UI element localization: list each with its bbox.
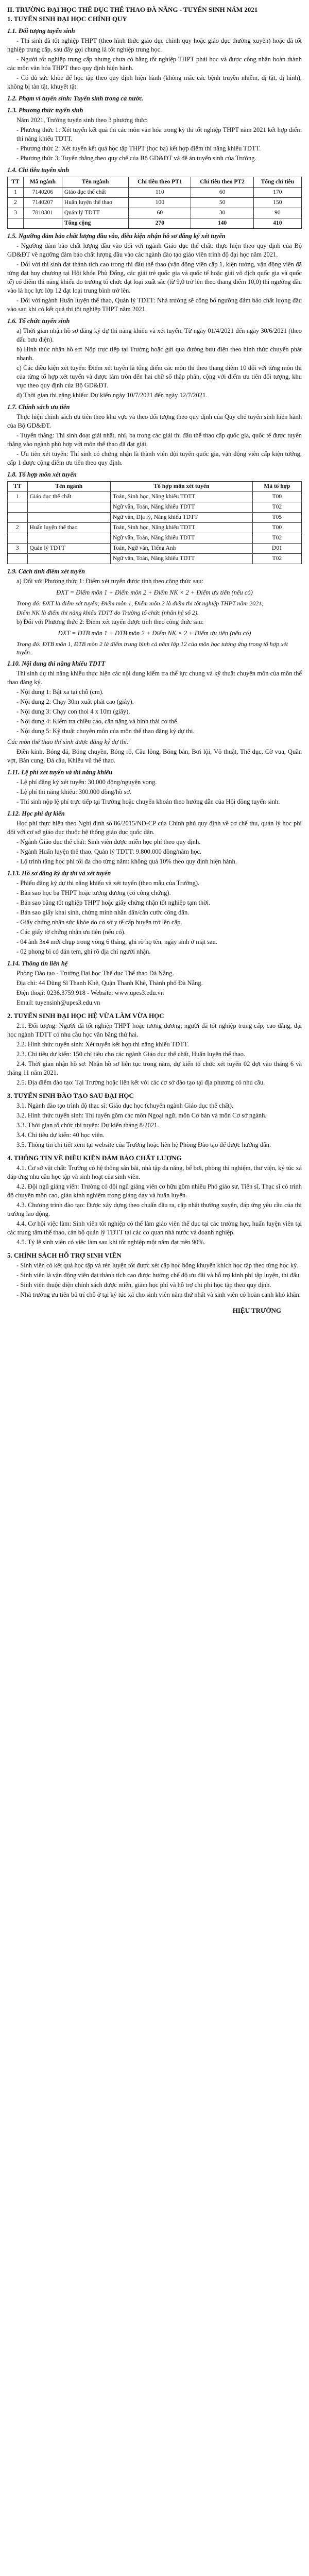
table-cell: Giáo dục thể chất: [27, 492, 110, 502]
table-cell: Ngữ văn, Toán, Năng khiếu TDTT: [111, 554, 253, 564]
quota-table: [7, 177, 302, 229]
list-item: - Sinh viên là vận động viên đạt thành tích cao được hưởng chế độ ưu đãi và hỗ trợ kinh phí tập luyện, thi đấu.: [16, 1272, 301, 1279]
table-cell: [8, 502, 28, 513]
table-cell: 7810301: [23, 208, 62, 218]
list-item: - Ngành Huấn luyện thể thao, Quản lý TDTT: 9.800.000 đồng/năm học.: [16, 848, 202, 855]
table-cell: [27, 554, 110, 564]
table-cell: [23, 218, 62, 229]
heading-quota: 1.4. Chỉ tiêu tuyển sinh: [7, 166, 70, 174]
table-cell: Toán, Sinh học, Năng khiếu TDTT: [111, 492, 253, 502]
main-title: II. TRƯỜNG ĐẠI HỌC THỂ DỤC THỂ THAO ĐÀ NẴNG - TUYỂN SINH NĂM 2021: [7, 6, 258, 13]
paragraph: 3.1. Ngành đào tạo trình độ thạc sĩ: Giáo dục học (chuyên ngành Giáo dục thể chất).: [16, 1102, 234, 1109]
table-cell: 2: [8, 198, 24, 208]
table-cell: 60: [129, 208, 191, 218]
paragraph: 4.1. Cơ sở vật chất: Trường có hệ thống sân bãi, nhà tập đa năng, bể bơi, phòng thí nghiệm, thư viện, ký túc xá đáp ứng nhu cầu học tập và sinh hoạt của sinh viên.: [7, 1164, 302, 1180]
list-item: - 02 phong bì có dán tem, ghi rõ địa chỉ người nhận.: [16, 948, 151, 955]
paragraph: Địa chỉ: 44 Dũng Sĩ Thanh Khê, Quận Thanh Khê, Thành phố Đà Nẵng.: [16, 979, 203, 987]
table-cell: Huấn luyện thể thao: [62, 198, 128, 208]
paragraph: Thực hiện chính sách ưu tiên theo khu vực và theo đối tượng theo quy định của Quy chế tuyển sinh hiện hành của Bộ GD&ĐT.: [7, 413, 302, 429]
table-cell: Giáo dục thể chất: [62, 188, 128, 198]
table-row: [8, 218, 302, 229]
table-cell: Tổng cộng: [62, 218, 128, 229]
column-header: Tổ hợp môn xét tuyển: [111, 482, 253, 492]
paragraph: 2.4. Thời gian nhận hồ sơ: Nhận hồ sơ liên tục trong năm, dự kiến tổ chức xét tuyển 02 đợt vào tháng 6 và tháng 11 năm 2021.: [7, 1060, 302, 1076]
paragraph: Học phí thực hiện theo Nghị định số 86/2015/NĐ-CP của Chính phủ quy định về cơ chế thu, quản lý học phí đối với cơ sở giáo dục thuộc hệ thống giáo dục quốc dân.: [7, 820, 302, 836]
heading-part4: 4. THÔNG TIN VỀ ĐIỀU KIỆN ĐẢM BẢO CHẤT LƯỢNG: [7, 1154, 182, 1162]
table-cell: 90: [253, 208, 301, 218]
paragraph: 3.2. Hình thức tuyển sinh: Thi tuyển gồm các môn Ngoại ngữ, môn Cơ bản và môn Cơ sở ngành.: [16, 1112, 267, 1119]
table-row: [8, 198, 302, 208]
heading-score-formula: 1.9. Cách tính điểm xét tuyển: [7, 568, 85, 575]
list-item: - Lệ phí thi năng khiếu: 300.000 đồng/hồ sơ.: [16, 788, 132, 795]
paragraph: Điền kinh, Bóng đá, Bóng chuyền, Bóng rổ, Cầu lông, Bóng bàn, Bơi lội, Võ thuật, Thể dục, Cờ vua, Quần vợt, Bắn cung, Đá cầu, Khiêu vũ thể thao.: [7, 748, 302, 764]
heading-target-audience: 1.1. Đối tượng tuyển sinh: [7, 27, 75, 35]
table-cell: T00: [252, 492, 301, 502]
table-cell: 30: [191, 208, 253, 218]
paragraph: 4.4. Cơ hội việc làm: Sinh viên tốt nghiệp có thể làm giáo viên thể dục tại các trường học, huấn luyện viên tại các trung tâm thể thao, cán bộ quản lý TDTT tại các cơ quan nhà nước và doanh nghiệp.: [7, 1220, 302, 1236]
section-title: 1. TUYỂN SINH ĐẠI HỌC CHÍNH QUY: [7, 15, 127, 23]
table-cell: 150: [253, 198, 301, 208]
table-cell: [8, 218, 24, 229]
table-cell: T02: [252, 502, 301, 513]
list-item: a) Thời gian nhận hồ sơ đăng ký dự thi năng khiếu và xét tuyển: Từ ngày 01/4/2021 đến ngày 30/6/2021 (theo dấu bưu điện).: [16, 327, 302, 343]
table-cell: 3: [8, 544, 28, 554]
table-cell: 50: [191, 198, 253, 208]
table-cell: [8, 554, 28, 564]
column-header: Mã tổ hợp: [252, 482, 301, 492]
list-item: - Nội dung 4: Kiểm tra chiều cao, cân nặng và hình thái cơ thể.: [16, 718, 179, 725]
heading-priority-policy: 1.7. Chính sách ưu tiên: [7, 403, 70, 411]
list-item: - Nội dung 3: Chạy con thoi 4 x 10m (giây).: [16, 708, 130, 715]
paragraph: Điện thoại: 0236.3759.918 - Website: www.upes3.edu.vn: [16, 989, 164, 996]
table-cell: Quản lý TDTT: [27, 544, 110, 554]
table-cell: 410: [253, 218, 301, 229]
table-row: [8, 492, 302, 502]
table-cell: [27, 513, 110, 523]
heading-part5: 5. CHÍNH SÁCH HỖ TRỢ SINH VIÊN: [7, 1251, 122, 1259]
table-row: [8, 533, 302, 544]
list-item: - Ngành Giáo dục thể chất: Sinh viên được miễn học phí theo quy định.: [16, 838, 201, 845]
table-row: [8, 523, 302, 533]
table-cell: [27, 533, 110, 544]
heading-scope: 1.2. Phạm vi tuyển sinh: Tuyển sinh trong cả nước.: [7, 95, 144, 102]
heading-aptitude-test: 1.10. Nội dung thi năng khiếu TDTT: [7, 660, 106, 667]
paragraph: 4.5. Tỷ lệ sinh viên có việc làm sau khi tốt nghiệp một năm đạt trên 90%.: [16, 1239, 205, 1246]
table-row: [8, 208, 302, 218]
column-header: Tổng chỉ tiêu: [253, 177, 301, 188]
list-item: - Phiếu đăng ký dự thi năng khiếu và xét tuyển (theo mẫu của Trường).: [16, 879, 200, 887]
table-cell: T00: [252, 523, 301, 533]
list-item: - Nội dung 1: Bật xa tại chỗ (cm).: [16, 688, 104, 696]
subject-combo-table: [7, 481, 302, 564]
heading-subject-combos: 1.8. Tổ hợp môn xét tuyển: [7, 471, 77, 478]
table-row: [8, 513, 302, 523]
paragraph: Email: tuyensinh@upes3.edu.vn: [16, 999, 100, 1006]
table-cell: T02: [252, 533, 301, 544]
formula: ĐXT = ĐTB môn 1 + ĐTB môn 2 + Điểm NK × 2 + Điểm ưu tiên (nếu có): [58, 630, 251, 637]
paragraph: 3.4. Chỉ tiêu dự kiến: 40 học viên.: [16, 1131, 105, 1139]
table-cell: Ngữ văn, Địa lý, Năng khiếu TDTT: [111, 513, 253, 523]
paragraph: - Đối với thí sinh đạt thành tích cao trong thi đấu thể thao (vận động viên cấp 1, kiện tướng, vận động viên đã từng đạt huy chương tại Hội khỏe Phù Đổng, các giải trẻ quốc gia và quốc tế hoặc giải vô địch quốc gia và quốc tế) có điểm thi năng khiếu do trường tổ chức đạt loại xuất sắc (từ 9,0 trở lên theo thang điểm 10,0) thì ngưỡng đầu vào là học lực lớp 12 đạt loại trung bình trở lên.: [7, 261, 302, 294]
table-cell: Huấn luyện thể thao: [27, 523, 110, 533]
paragraph: - Ưu tiên xét tuyển: Thí sinh có chứng nhận là thành viên đội tuyển quốc gia, vận động viên cấp kiện tướng, cấp 1 được cộng điểm ưu tiên theo quy định.: [7, 450, 302, 466]
column-header: Mã ngành: [23, 177, 62, 188]
list-item: - Nội dung 5: Kỹ thuật chuyên môn của môn thể thao đăng ký dự thi.: [16, 727, 195, 735]
list-item: - Các giấy tờ chứng nhận ưu tiên (nếu có).: [16, 928, 126, 936]
document-title: [7, 5, 302, 24]
list-item: - Nhà trường ưu tiên bố trí chỗ ở tại ký túc xá cho sinh viên năm thứ nhất và sinh viên có hoàn cảnh khó khăn.: [16, 1291, 301, 1298]
paragraph: 4.2. Đội ngũ giảng viên: Trường có đội ngũ giảng viên cơ hữu gồm nhiều Phó giáo sư, Tiến sĩ, Thạc sĩ có trình độ chuyên môn cao, giàu kinh nghiệm trong giảng dạy và huấn luyện.: [7, 1183, 302, 1199]
table-cell: 1: [8, 492, 28, 502]
column-header: TT: [8, 177, 24, 188]
table-cell: [27, 502, 110, 513]
column-header: Chỉ tiêu theo PT1: [129, 177, 191, 188]
column-header: Tên ngành: [62, 177, 128, 188]
note: Trong đó: ĐTB môn 1, ĐTB môn 2 là điểm trung bình cả năm lớp 12 của môn học tương ứng trong tổ hợp xét tuyển.: [16, 640, 288, 656]
note: Trong đó: ĐXT là điểm xét tuyển; Điểm môn 1, Điểm môn 2 là điểm thi tốt nghiệp THPT năm 2021;: [16, 600, 264, 607]
paragraph: 2.3. Chỉ tiêu dự kiến: 150 chỉ tiêu cho các ngành Giáo dục thể chất, Huấn luyện thể thao.: [16, 1050, 246, 1058]
table-cell: 140: [191, 218, 253, 229]
table-cell: 7140206: [23, 188, 62, 198]
paragraph: 3.3. Thời gian tổ chức thi tuyển: Dự kiến tháng 8/2021.: [16, 1122, 159, 1129]
paragraph: - Ngưỡng đảm bảo chất lượng đầu vào đối với ngành Giáo dục thể chất: thực hiện theo quy định của Bộ GD&ĐT về ngưỡng đảm bảo chất lượng đầu vào các ngành đào tạo giáo viên trình độ đại học năm 2021.: [7, 242, 302, 258]
signature-title: HIỆU TRƯỞNG: [232, 1307, 281, 1314]
list-item: - 04 ảnh 3x4 mới chụp trong vòng 6 tháng, ghi rõ họ tên, ngày sinh ở mặt sau.: [16, 938, 217, 945]
paragraph: - Người tốt nghiệp trung cấp nhưng chưa có bằng tốt nghiệp THPT phải học và được công nhận hoàn thành các môn văn hóa THPT theo quy định hiện hành.: [7, 56, 302, 72]
paragraph: 4.3. Chương trình đào tạo: Được xây dựng theo chuẩn đầu ra, cập nhật thường xuyên, đáp ứng yêu cầu của thị trường lao động.: [7, 1201, 302, 1217]
paragraph: Năm 2021, Trường tuyển sinh theo 3 phương thức:: [16, 116, 148, 124]
table-cell: 110: [129, 188, 191, 198]
table-header-row: [8, 177, 302, 188]
table-cell: 1: [8, 188, 24, 198]
table-cell: Toán, Ngữ văn, Tiếng Anh: [111, 544, 253, 554]
table-cell: D01: [252, 544, 301, 554]
formula: ĐXT = Điểm môn 1 + Điểm môn 2 + Điểm NK × 2 + Điểm ưu tiên (nếu có): [56, 589, 253, 596]
paragraph: - Đối với ngành Huấn luyện thể thao, Quản lý TDTT: Nhà trường sẽ công bố ngưỡng đảm bảo chất lượng đầu vào sau khi có kết quả thi tốt nghiệp THPT năm 2021.: [7, 297, 302, 313]
column-header: Chỉ tiêu theo PT2: [191, 177, 253, 188]
heading-fees: 1.11. Lệ phí xét tuyển và thi năng khiếu: [7, 769, 113, 776]
table-cell: 7140207: [23, 198, 62, 208]
heading-part2: 2. TUYỂN SINH ĐẠI HỌC HỆ VỪA LÀM VỪA HỌC: [7, 1012, 164, 1020]
table-cell: Toán, Sinh học, Năng khiếu TDTT: [111, 523, 253, 533]
list-item: - Nội dung 2: Chạy 30m xuất phát cao (giây).: [16, 698, 134, 705]
table-cell: 270: [129, 218, 191, 229]
table-cell: 60: [191, 188, 253, 198]
paragraph: 2.5. Địa điểm đào tạo: Tại Trường hoặc liên kết với các cơ sở đào tạo tại địa phương có nhu cầu.: [16, 1079, 265, 1086]
list-item: d) Thời gian thi năng khiếu: Dự kiến ngày 10/7/2021 đến ngày 12/7/2021.: [16, 392, 208, 399]
list-item: - Phương thức 3: Tuyển thẳng theo quy chế của Bộ GD&ĐT và đề án tuyển sinh của Trường.: [16, 155, 256, 162]
heading-tuition: 1.12. Học phí dự kiến: [7, 810, 65, 817]
list-item: - Giấy chứng nhận sức khỏe do cơ sở y tế cấp huyện trở lên cấp.: [16, 919, 182, 926]
table-row: [8, 188, 302, 198]
list-item: - Phương thức 2: Xét tuyển kết quả học tập THPT (học bạ) kết hợp điểm thi năng khiếu TDTT.: [16, 145, 261, 152]
list-item: - Sinh viên thuộc diện chính sách được miễn, giảm học phí và hỗ trợ chi phí học tập theo quy định.: [16, 1281, 271, 1289]
table-row: [8, 544, 302, 554]
list-item: - Bản sao bằng tốt nghiệp THPT hoặc giấy chứng nhận tốt nghiệp tạm thời.: [16, 899, 211, 906]
paragraph: 2.1. Đối tượng: Người đã tốt nghiệp THPT hoặc tương đương; người đã tốt nghiệp trung cấp, cao đẳng, đại học ngành TDTT có nhu cầu học văn bằng thứ hai.: [7, 1022, 302, 1038]
paragraph: - Tuyển thẳng: Thí sinh đoạt giải nhất, nhì, ba trong các giải thi đấu thể thao cấp quốc gia, quốc tế được tuyển thẳng vào ngành phù hợp với môn thể thao đã đạt giải.: [7, 432, 302, 448]
paragraph: - Thí sinh đã tốt nghiệp THPT (theo hình thức giáo dục chính quy hoặc giáo dục thường xuyên) hoặc đã tốt nghiệp trung cấp, sau đây gọi chung là tốt nghiệp trung học.: [7, 37, 302, 53]
table-cell: T05: [252, 513, 301, 523]
table-cell: [8, 533, 28, 544]
paragraph: Phòng Đào tạo - Trường Đại học Thể dục Thể thao Đà Nẵng.: [16, 970, 174, 977]
subheading: Các môn thể thao thí sinh được đăng ký dự thi:: [7, 738, 129, 745]
table-row: [8, 554, 302, 564]
table-cell: Quản lý TDTT: [62, 208, 128, 218]
table-cell: 100: [129, 198, 191, 208]
table-row: [8, 502, 302, 513]
table-cell: 2: [8, 523, 28, 533]
table-cell: Ngữ văn, Toán, Năng khiếu TDTT: [111, 502, 253, 513]
paragraph: 2.2. Hình thức tuyển sinh: Xét tuyển kết hợp thi năng khiếu TDTT.: [16, 1041, 189, 1048]
list-item: - Lệ phí đăng ký xét tuyển: 30.000 đồng/nguyện vọng.: [16, 778, 157, 786]
note: Điểm NK là điểm thi năng khiếu TDTT do Trường tổ chức (nhân hệ số 2).: [16, 609, 199, 616]
paragraph: 3.5. Thông tin chi tiết xem tại website của Trường hoặc liên hệ Phòng Đào tạo để được hướng dẫn.: [16, 1141, 271, 1148]
paragraph: Thí sinh dự thi năng khiếu thực hiện các nội dung kiểm tra thể lực chung và kỹ thuật chuyên môn của môn thể thao đăng ký.: [7, 670, 302, 686]
column-header: TT: [8, 482, 28, 492]
table-cell: 170: [253, 188, 301, 198]
heading-contact: 1.14. Thông tin liên hệ: [7, 960, 68, 967]
list-item: - Bản sao giấy khai sinh, chứng minh nhân dân/căn cước công dân.: [16, 909, 190, 916]
list-item: - Sinh viên có kết quả học tập và rèn luyện tốt được xét cấp học bổng khuyến khích học tập theo từng học kỳ.: [16, 1262, 299, 1269]
table-cell: Ngữ văn, Toán, Năng khiếu TDTT: [111, 533, 253, 544]
paragraph: a) Đối với Phương thức 1: Điểm xét tuyển được tính theo công thức sau:: [16, 578, 203, 585]
list-item: - Bản sao học bạ THPT hoặc tương đương (có công chứng).: [16, 889, 171, 896]
list-item: - Lộ trình tăng học phí tối đa cho từng năm: không quá 10% theo quy định hiện hành.: [16, 858, 237, 865]
heading-quality-threshold: 1.5. Ngưỡng đảm bảo chất lượng đầu vào, điều kiện nhận hồ sơ đăng ký xét tuyển: [7, 232, 226, 240]
heading-organization: 1.6. Tổ chức tuyển sinh: [7, 317, 70, 325]
paragraph: - Có đủ sức khỏe để học tập theo quy định hiện hành (không mắc các bệnh truyền nhiễm, dị tật, dị hình), không bị tàn tật, khuyết tật.: [7, 74, 302, 90]
heading-dossier: 1.13. Hồ sơ đăng ký dự thi và xét tuyển: [7, 870, 111, 877]
table-header-row: [8, 482, 302, 492]
table-cell: 3: [8, 208, 24, 218]
list-item: b) Hình thức nhận hồ sơ: Nộp trực tiếp tại Trường hoặc gửi qua đường bưu điện theo hình thức chuyển phát nhanh.: [16, 346, 302, 362]
list-item: - Phương thức 1: Xét tuyển kết quả thi các môn văn hóa trong kỳ thi tốt nghiệp THPT năm 2021 kết hợp điểm thi năng khiếu TDTT.: [16, 126, 302, 142]
list-item: c) Các điều kiện xét tuyển: Điểm xét tuyển là tổng điểm các môn thi theo thang điểm 10 đối với từng môn thi của từng tổ hợp xét tuyển và được làm tròn đến hai chữ số thập phân, cộng với điểm ưu tiên đối tượng, khu vực theo quy định của Bộ GD&ĐT.: [16, 364, 302, 389]
heading-methods: 1.3. Phương thức tuyển sinh: [7, 107, 83, 114]
table-cell: T02: [252, 554, 301, 564]
table-cell: [8, 513, 28, 523]
paragraph: b) Đối với Phương thức 2: Điểm xét tuyển được tính theo công thức sau:: [16, 618, 204, 625]
heading-part3: 3. TUYỂN SINH ĐÀO TẠO SAU ĐẠI HỌC: [7, 1092, 134, 1099]
column-header: Tên ngành: [27, 482, 110, 492]
list-item: - Thí sinh nộp lệ phí trực tiếp tại Trường hoặc chuyển khoản theo hướng dẫn của Hội đồng tuyển sinh.: [16, 798, 280, 805]
